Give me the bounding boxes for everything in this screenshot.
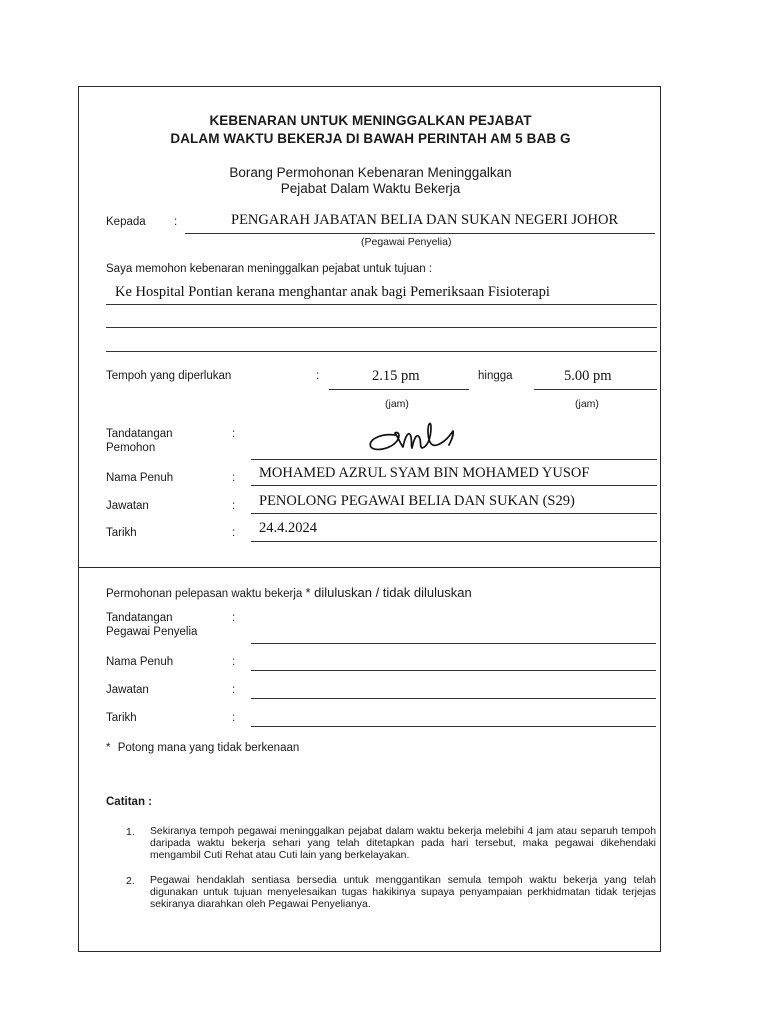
penyelia-sign-colon: : — [232, 612, 236, 624]
tempoh-colon: : — [316, 370, 320, 382]
penyelia-tarikh-label: Tarikh — [106, 712, 137, 724]
penyelia-name-label: Nama Penuh — [106, 656, 174, 668]
footnote-star: * — [106, 742, 111, 754]
pemohon-name-label: Nama Penuh — [106, 472, 174, 484]
catitan-item-2-num: 2. — [126, 875, 135, 887]
tempoh-label: Tempoh yang diperlukan — [106, 370, 232, 382]
tempoh-from-line — [329, 389, 469, 390]
pemohon-sign-label-2: Pemohon — [106, 442, 156, 454]
footnote — [106, 742, 299, 754]
tujuan-line-1 — [106, 304, 657, 305]
pemohon-tarikh-line — [251, 541, 657, 542]
kepada-label: Kepada — [106, 216, 146, 228]
pemohon-sign-line — [251, 459, 657, 460]
pemohon-sign-colon: : — [232, 428, 236, 440]
pemohon-tarikh-colon: : — [232, 527, 236, 539]
kelulusan-intro — [106, 585, 472, 600]
catitan-heading: Catitan : — [106, 796, 152, 808]
form-subtitle-line-2: Pejabat Dalam Waktu Bekerja — [280, 181, 461, 196]
pemohon-jawatan-label: Jawatan — [106, 500, 149, 512]
penyelia-name-line — [251, 670, 656, 671]
pemohon-name-line — [251, 485, 657, 486]
pemohon-name-value: MOHAMED AZRUL SYAM BIN MOHAMED YUSOF — [259, 465, 590, 481]
tujuan-value: Ke Hospital Pontian kerana menghantar anak bagi Pemeriksaan Fisioterapi — [115, 284, 550, 300]
form-subtitle-line-1: Borang Permohonan Kebenaran Meninggalkan — [229, 165, 512, 180]
penyelia-name-colon: : — [232, 656, 236, 668]
pemohon-jawatan-value: PENOLONG PEGAWAI BELIA DAN SUKAN (S29) — [259, 493, 575, 509]
kelulusan-options: * diluluskan / tidak diluluskan — [305, 585, 472, 600]
tempoh-to-value: 5.00 pm — [564, 368, 612, 384]
tujuan-label: Saya memohon kebenaran meninggalkan pejabat untuk tujuan : — [106, 263, 433, 275]
tujuan-line-3 — [106, 351, 657, 352]
footnote-text: Potong mana yang tidak berkenaan — [117, 742, 300, 754]
pemohon-sign-label-1: Tandatangan — [106, 428, 173, 440]
penyelia-tarikh-line — [251, 726, 656, 727]
kepada-line — [185, 233, 655, 234]
tempoh-to-unit: (jam) — [575, 398, 599, 410]
kepada-value: PENGARAH JABATAN BELIA DAN SUKAN NEGERI JOHOR — [231, 212, 619, 228]
pemohon-tarikh-value: 24.4.2024 — [259, 520, 317, 536]
applicant-signature — [365, 417, 465, 457]
section-divider — [79, 567, 660, 568]
tempoh-from-value: 2.15 pm — [372, 368, 420, 384]
penyelia-jawatan-line — [251, 698, 656, 699]
penyelia-jawatan-label: Jawatan — [106, 684, 149, 696]
form-title-line-2: DALAM WAKTU BEKERJA DI BAWAH PERINTAH AM 5 BAB G — [170, 131, 571, 146]
pemohon-tarikh-label: Tarikh — [106, 527, 137, 539]
kepada-colon: : — [174, 216, 178, 228]
catitan-item-2-text: Pegawai hendaklah sentiasa bersedia untuk menggantikan semula tempoh waktu bekerja yang telah digunakan untuk tujuan menyelesaikan tugas hakikinya supaya penyampaian perkhidmatan tidak terjejas sekiranya diarahkan oleh Pegawai Penyelianya. — [150, 875, 656, 910]
tujuan-line-2 — [106, 327, 657, 328]
tempoh-from-unit: (jam) — [385, 398, 409, 410]
catitan-item-1-text: Sekiranya tempoh pegawai meninggalkan pejabat dalam waktu bekerja melebihi 4 jam atau separuh tempoh daripada waktu bekerja sehari yang telah ditetapkan pada hari tersebut, maka pegawai dikehendaki mengambil Cuti Rehat atau Cuti lain yang berkelayakan. — [150, 826, 656, 861]
kelulusan-intro-text: Permohonan pelepasan waktu bekerja — [106, 588, 303, 600]
catitan-item-1-num: 1. — [126, 826, 135, 838]
penyelia-sign-label-2: Pegawai Penyelia — [106, 626, 198, 638]
tempoh-to-line — [534, 389, 657, 390]
pemohon-jawatan-colon: : — [232, 500, 236, 512]
penyelia-jawatan-colon: : — [232, 684, 236, 696]
pemohon-jawatan-line — [251, 513, 657, 514]
kepada-caption: (Pegawai Penyelia) — [361, 236, 452, 248]
penyelia-sign-line — [251, 643, 656, 644]
form-border — [78, 86, 661, 952]
penyelia-sign-label-1: Tandatangan — [106, 612, 173, 624]
penyelia-tarikh-colon: : — [232, 712, 236, 724]
form-title-line-1: KEBENARAN UNTUK MENINGGALKAN PEJABAT — [209, 113, 532, 128]
tempoh-hingga-label: hingga — [478, 370, 513, 382]
pemohon-name-colon: : — [232, 472, 236, 484]
